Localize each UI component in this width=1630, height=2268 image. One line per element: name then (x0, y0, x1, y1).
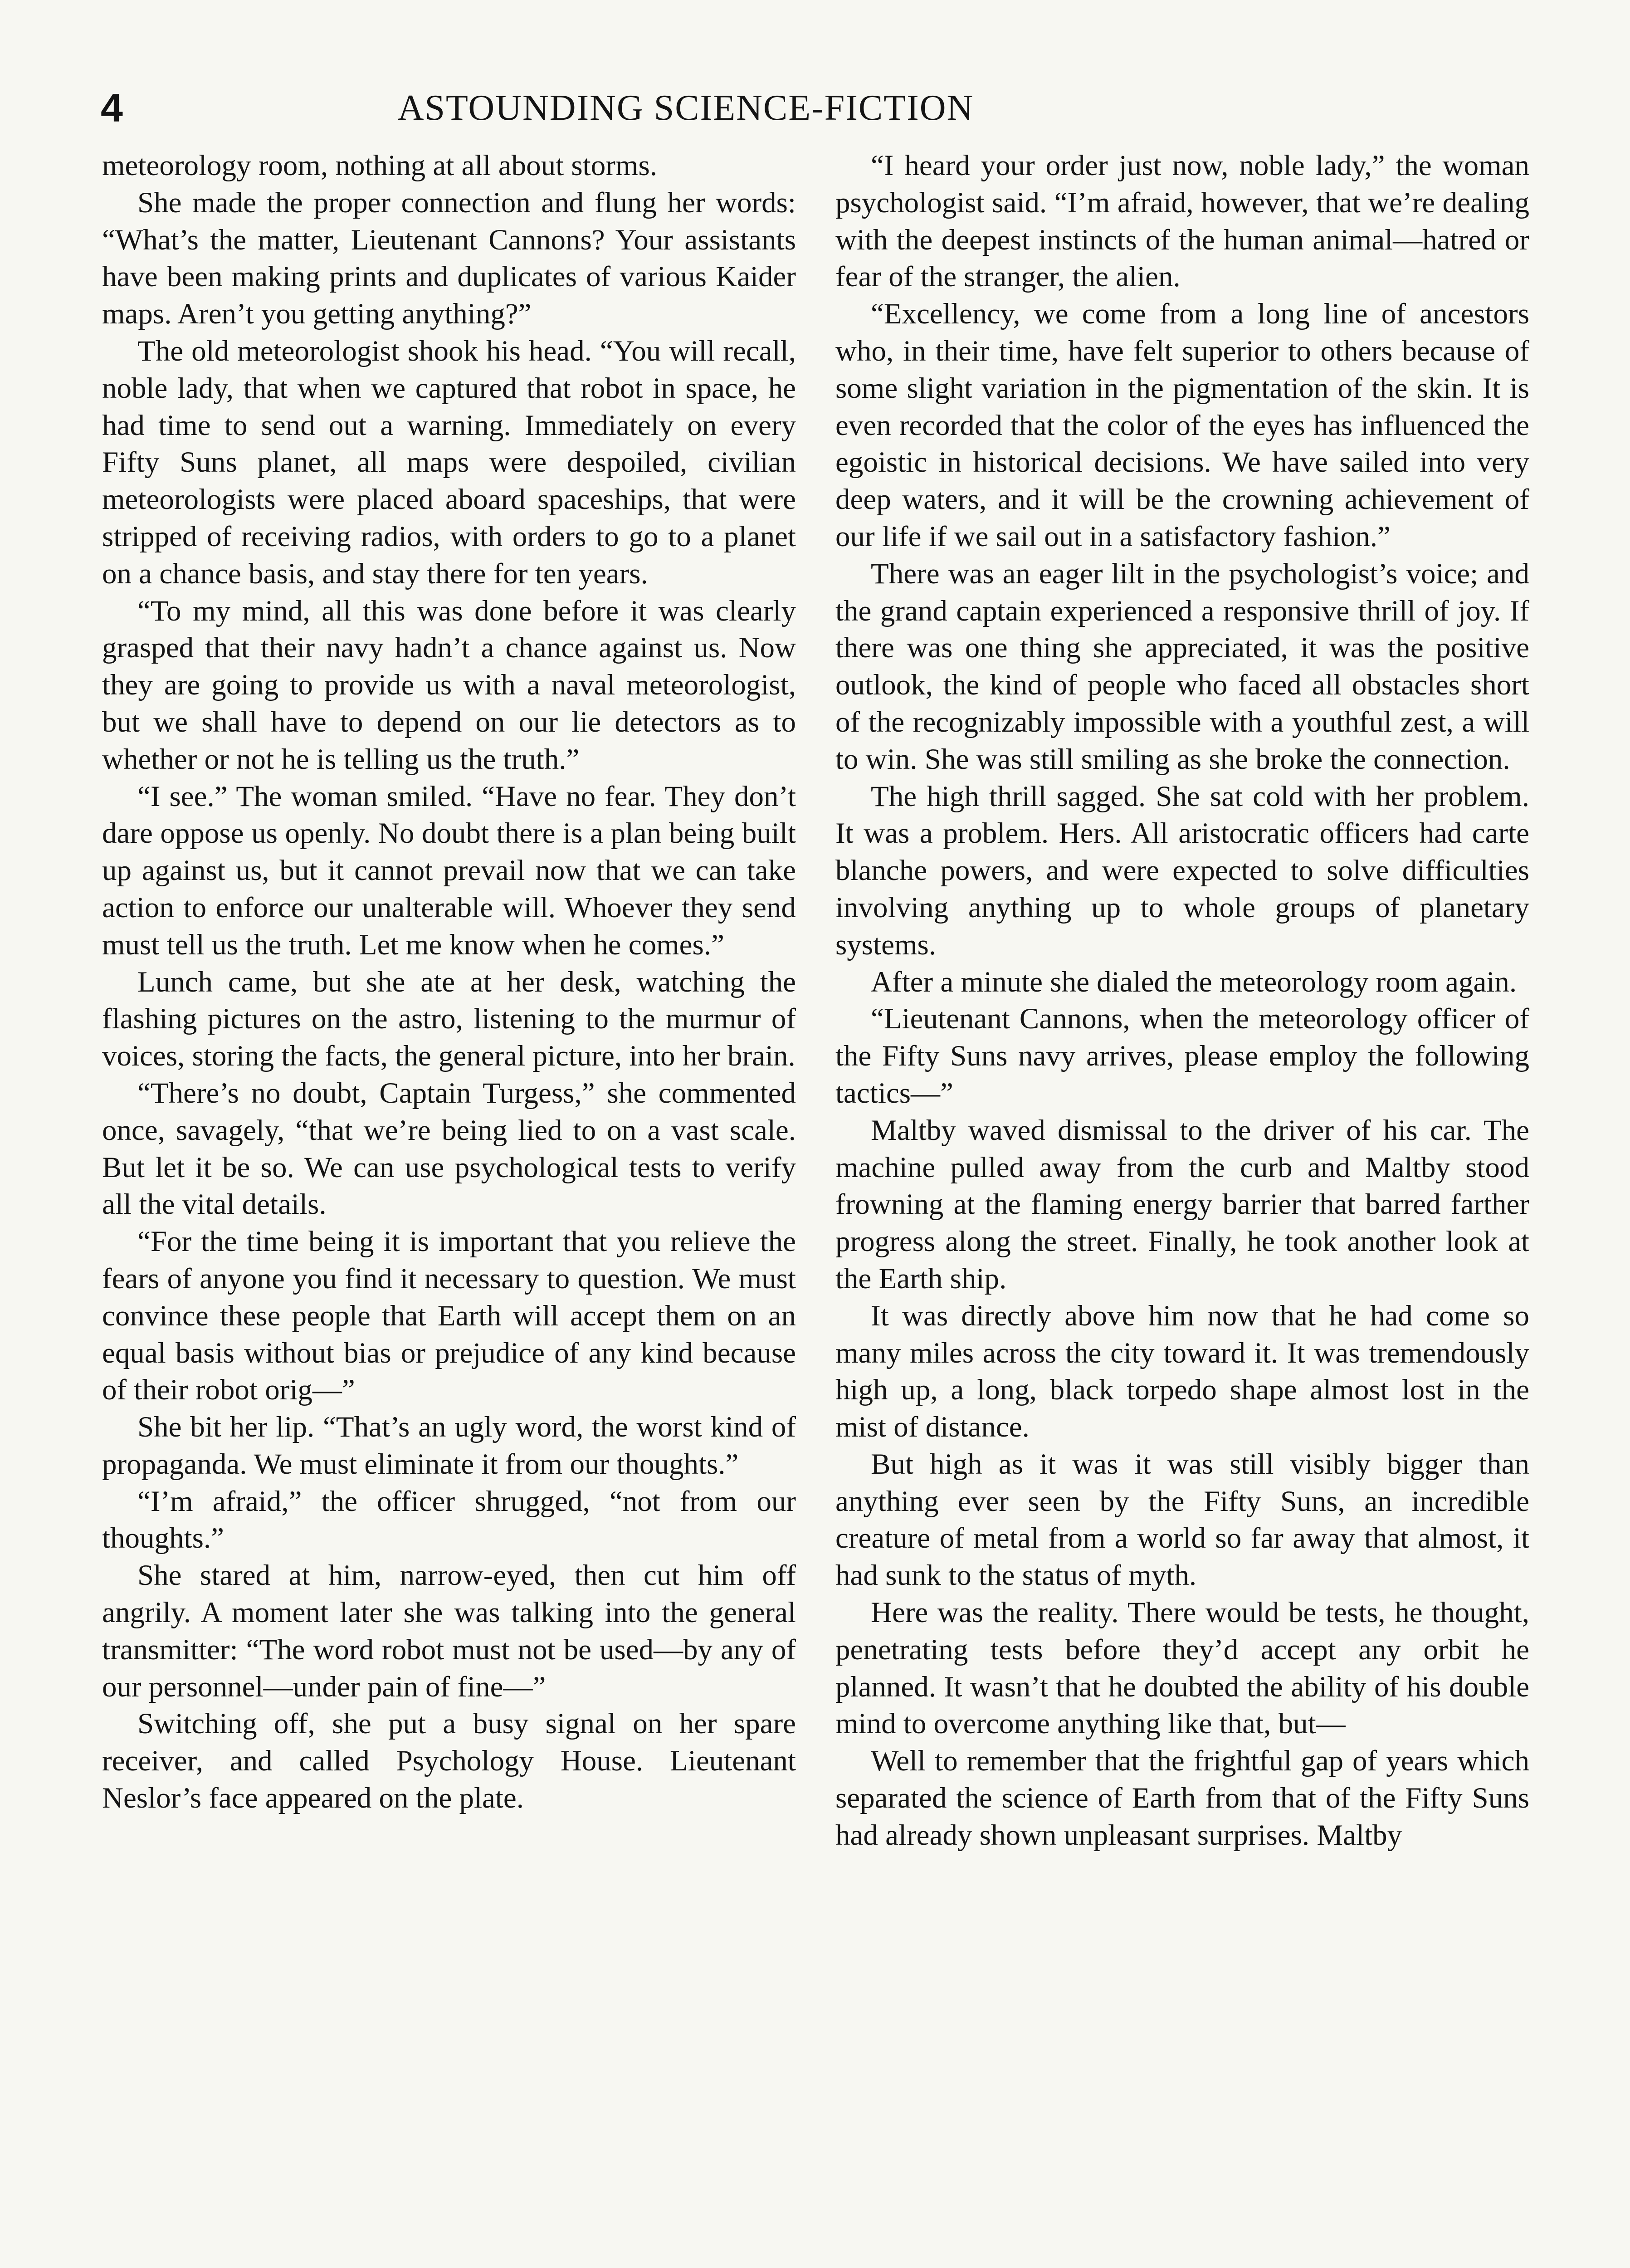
paragraph: “There’s no doubt, Captain Turgess,” she commented once, savagely, “that we’re being lied to on a vast scale. But let it be so. We can use psychological tests to verify all the vital details. (102, 1076, 796, 1221)
magazine-title: ASTOUNDING SCIENCE-FICTION (397, 88, 974, 128)
paragraph: Well to remember that the frightful gap of years which separated the science of Earth from that of the Fifty Suns had already shown unpleasant surprises. Maltby (835, 1745, 1529, 1852)
right-column (835, 147, 1529, 1854)
paragraph: After a minute she dialed the meteorology room again. (871, 965, 1517, 998)
paragraph: meteorology room, nothing at all about storms. (102, 149, 657, 182)
paragraph: She made the proper connection and flung her words: “What’s the matter, Lieutenant Cannons? Your assistants have been making prints and duplicates of various Kaider maps. Aren’t you getting anything?” (102, 186, 796, 331)
paragraph: She bit her lip. “That’s an ugly word, the worst kind of propaganda. We must eliminate it from our thoughts.” (102, 1411, 796, 1481)
paragraph: She stared at him, narrow-eyed, then cut him off angrily. A moment later she was talking into the general transmitter: “The word robot must not be used—by any of our personnel—under pain of fine—” (102, 1559, 796, 1703)
left-column (102, 147, 796, 1817)
paragraph: “For the time being it is important that you relieve the fears of anyone you find it necessary to question. We must convince these people that Earth will accept them on an equal basis without bias or prejudice of any kind because of their robot orig—” (102, 1225, 796, 1407)
paragraph: Lunch came, but she ate at her desk, watching the flashing pictures on the astro, listening to the murmur of voices, storing the facts, the general picture, into her brain. (102, 965, 796, 1073)
paragraph: It was directly above him now that he had come so many miles across the city toward it. It was tremendously high up, a long, black torpedo shape almost lost in the mist of distance. (835, 1299, 1529, 1444)
paragraph: There was an eager lilt in the psychologist’s voice; and the grand captain experienced a responsive thrill of joy. If there was one thing she appreciated, it was the positive outlook, the kind of people who faced all obstacles short of the recognizably impossible with a youthful zest, a will to win. She was still smiling as she broke the connection. (835, 557, 1529, 776)
paragraph: The high thrill sagged. She sat cold with her problem. It was a problem. Hers. All aristocratic officers had carte blanche powers, and were expected to solve difficulties involving anything up to whole groups of planetary systems. (835, 780, 1529, 961)
paragraph: But high as it was it was still visibly bigger than anything ever seen by the Fifty Suns, an incredible creature of metal from a world so far away that almost, it had sunk to the status of myth. (835, 1447, 1529, 1592)
paragraph: “I see.” The woman smiled. “Have no fear. They don’t dare oppose us openly. No doubt there is a plan being built up against us, but it cannot prevail now that we can take action to enforce our unalterable will. Whoever they send must tell us the truth. Let me know when he comes.” (102, 780, 796, 961)
page-number: 4 (101, 85, 123, 130)
paragraph: Switching off, she put a busy signal on her spare receiver, and called Psychology House. Lieutenant Neslor’s face appeared on the plate. (102, 1707, 796, 1815)
paragraph: Maltby waved dismissal to the driver of his car. The machine pulled away from the curb and Maltby stood frowning at the flaming energy barrier that barred farther progress along the street. Finally, he took another look at the Earth ship. (835, 1114, 1529, 1295)
page-header (101, 81, 1176, 135)
paragraph: “I’m afraid,” the officer shrugged, “not from our thoughts.” (102, 1485, 796, 1555)
paragraph: “Lieutenant Cannons, when the meteorology officer of the Fifty Suns navy arrives, please employ the following tactics—” (835, 1002, 1529, 1110)
paragraph: “I heard your order just now, noble lady,” the woman psychologist said. “I’m afraid, however, that we’re dealing with the deepest instincts of the human animal—hatred or fear of the stranger, the alien. (835, 149, 1529, 293)
paragraph: “Excellency, we come from a long line of ancestors who, in their time, have felt superior to others because of some slight variation in the pigmentation of the skin. It is even recorded that the color of the eyes has influenced the egoistic in historical decisions. We have sailed into very deep waters, and it will be the crowning achievement of our life if we sail out in a satisfactory fashion.” (835, 298, 1529, 553)
paragraph: The old meteorologist shook his head. “You will recall, noble lady, that when we captured that robot in space, he had time to send out a warning. Immediately on every Fifty Suns planet, all maps were despoiled, civilian meteorologists were placed aboard spaceships, that were stripped of receiving radios, with orders to go to a planet on a chance basis, and stay there for ten years. (102, 334, 796, 590)
paragraph: “To my mind, all this was done before it was clearly grasped that their navy hadn’t a chance against us. Now they are going to provide us with a naval meteorologist, but we shall have to depend on our lie detectors as to whether or not he is telling us the truth.” (102, 594, 796, 776)
paragraph: Here was the reality. There would be tests, he thought, penetrating tests before they’d accept any orbit he planned. It wasn’t that he doubted the ability of his double mind to overcome anything like that, but— (835, 1596, 1529, 1740)
